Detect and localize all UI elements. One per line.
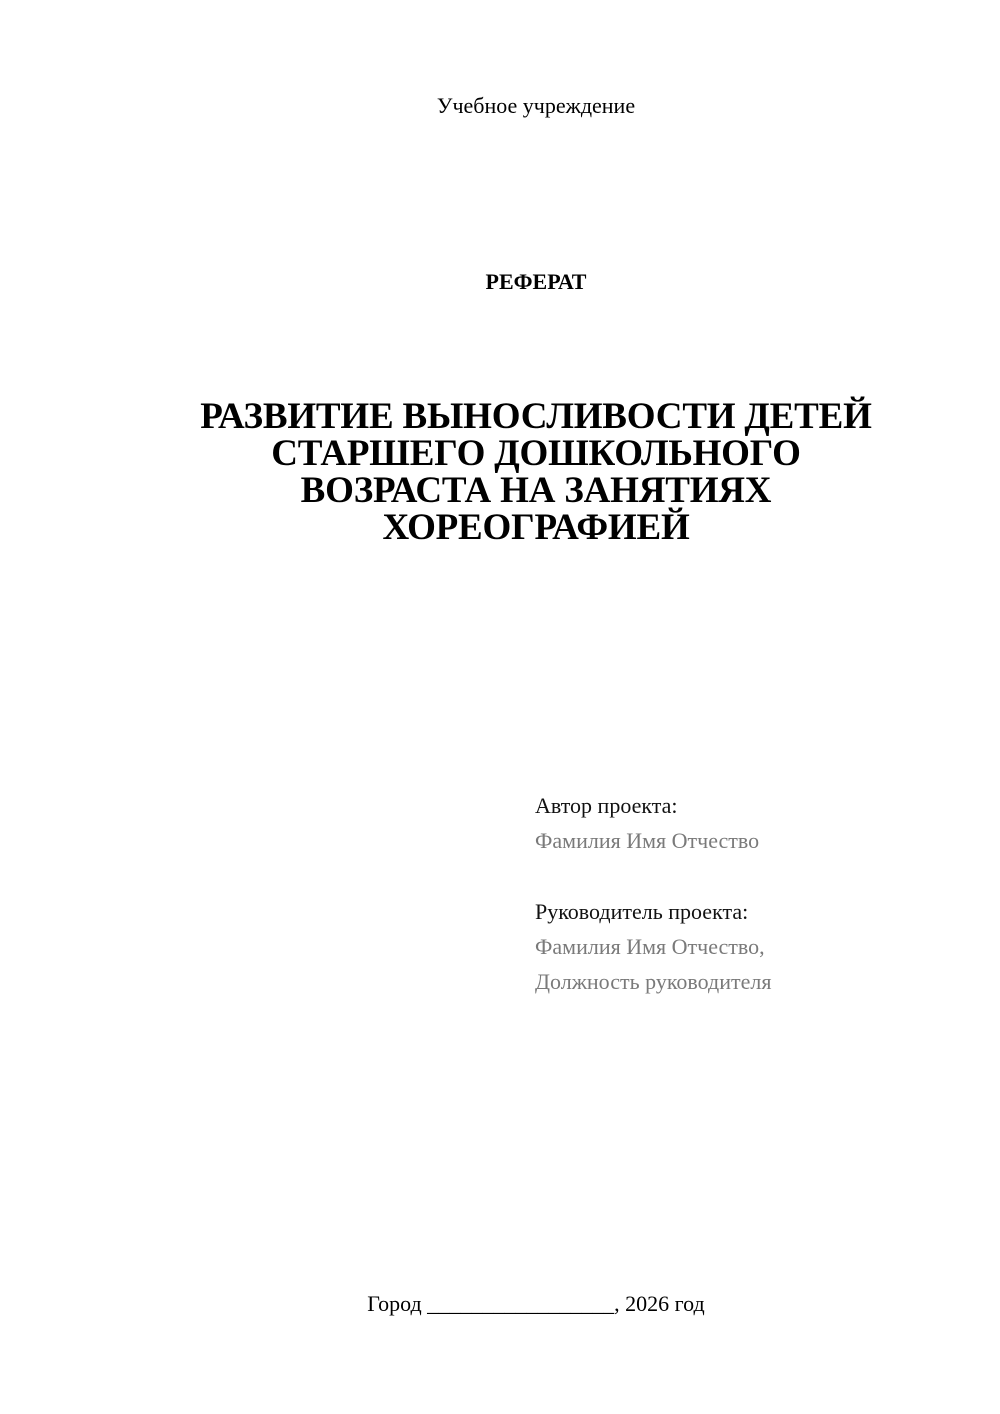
institution-name: Учебное учреждение	[436, 93, 636, 118]
spacer	[535, 858, 975, 894]
title-line: РАЗВИТИЕ ВЫНОСЛИВОСТИ ДЕТЕЙ	[200, 396, 872, 437]
title-line: ВОЗРАСТА НА ЗАНЯТИЯХ	[300, 470, 772, 511]
title-line: СТАРШЕГО ДОШКОЛЬНОГО	[271, 433, 801, 474]
project-info-block	[535, 788, 975, 999]
supervisor-position: Должность руководителя	[535, 969, 772, 994]
supervisor-label: Руководитель проекта:	[535, 899, 749, 924]
document-title	[150, 398, 922, 546]
city-year-line: Город _________________, 2026 год	[367, 1291, 705, 1316]
supervisor-name: Фамилия Имя Отчество,	[535, 934, 765, 959]
author-name: Фамилия Имя Отчество	[535, 828, 760, 853]
author-label: Автор проекта:	[535, 793, 678, 818]
document-type: РЕФЕРАТ	[485, 269, 587, 294]
title-line: ХОРЕОГРАФИЕЙ	[382, 507, 690, 548]
